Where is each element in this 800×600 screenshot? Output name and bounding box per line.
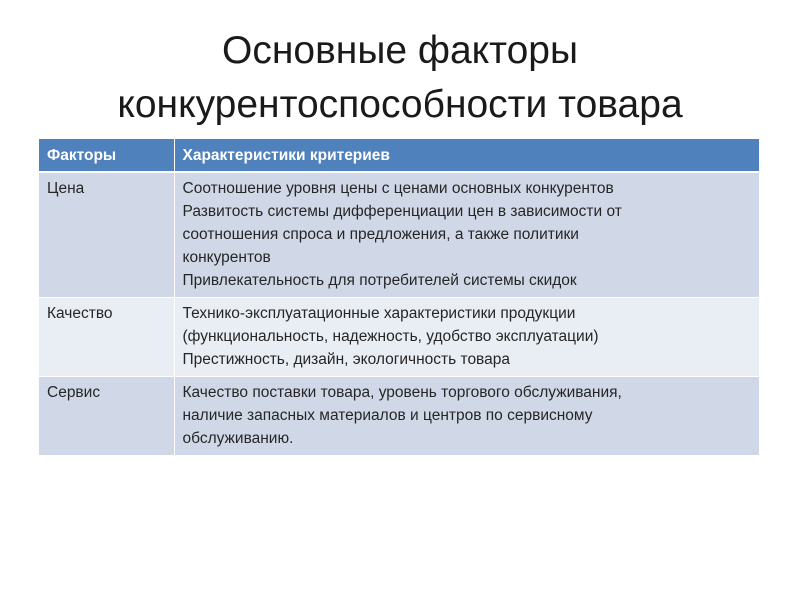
criteria-line: соотношения спроса и предложения, а также политики bbox=[182, 226, 579, 243]
page-title-line-2: конкурентоспособности товара bbox=[117, 83, 683, 126]
page-title bbox=[40, 24, 760, 132]
criteria-line: Качество поставки товара, уровень торгового обслуживания, bbox=[182, 384, 622, 401]
criteria-cell bbox=[174, 377, 759, 456]
table-row bbox=[39, 298, 759, 377]
criteria-line: наличие запасных материалов и центров по сервисному bbox=[182, 407, 593, 424]
criteria-line: Технико-эксплуатационные характеристики продукции bbox=[182, 305, 576, 322]
column-header-factors: Факторы bbox=[39, 139, 174, 172]
criteria-line: конкурентов bbox=[182, 249, 271, 266]
criteria-line: (функциональность, надежность, удобство эксплуатации) bbox=[182, 328, 599, 345]
column-header-criteria: Характеристики критериев bbox=[174, 139, 759, 172]
criteria-line: Привлекательность для потребителей системы скидок bbox=[182, 272, 577, 289]
page-title-line-1: Основные факторы bbox=[222, 29, 578, 72]
table-row bbox=[39, 172, 759, 298]
factor-cell: Цена bbox=[39, 172, 174, 298]
table-header-row bbox=[39, 139, 759, 172]
factor-cell: Сервис bbox=[39, 377, 174, 456]
factors-table bbox=[39, 139, 759, 455]
factor-cell: Качество bbox=[39, 298, 174, 377]
criteria-cell bbox=[174, 172, 759, 298]
criteria-cell bbox=[174, 298, 759, 377]
criteria-line: Развитость системы дифференциации цен в зависимости от bbox=[182, 203, 622, 220]
criteria-line: Престижность, дизайн, экологичность товара bbox=[182, 351, 510, 368]
criteria-line: обслуживанию. bbox=[182, 430, 294, 447]
table-row bbox=[39, 377, 759, 456]
criteria-line: Соотношение уровня цены с ценами основных конкурентов bbox=[182, 180, 614, 197]
